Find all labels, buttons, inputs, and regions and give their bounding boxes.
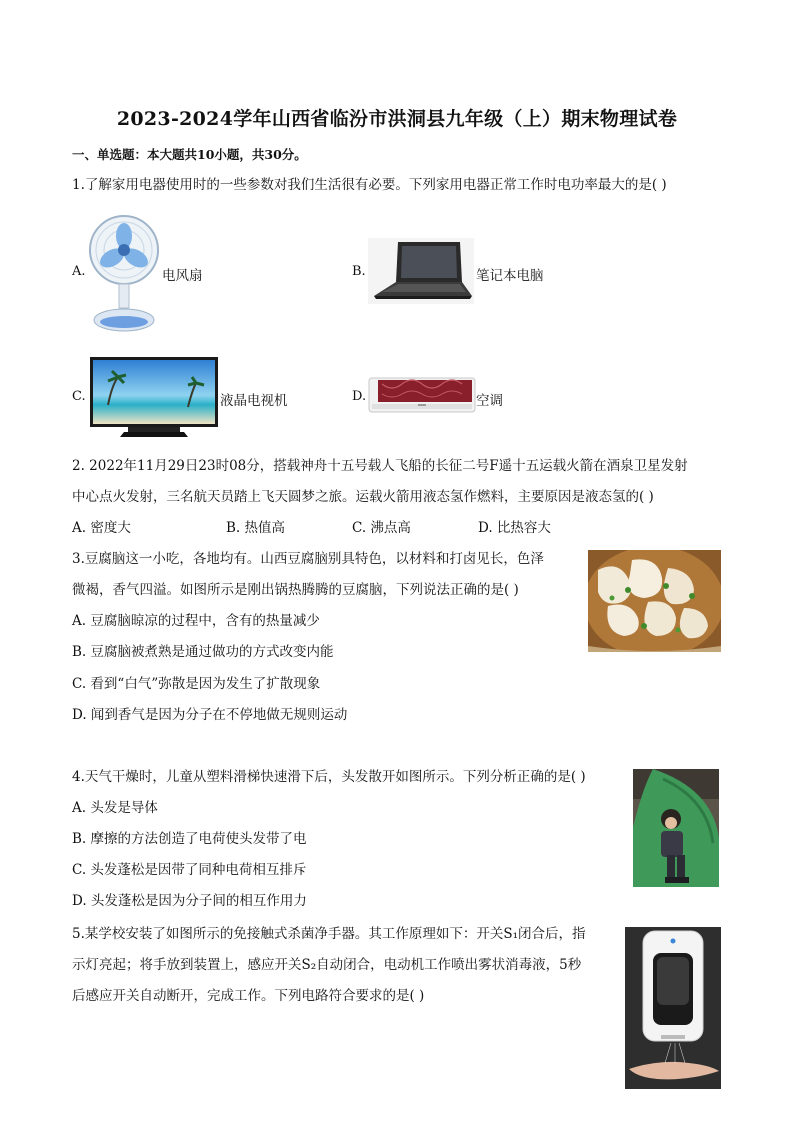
hand-sanitizer-dispenser-image xyxy=(625,927,721,1089)
q1-option-b-label: B. xyxy=(352,264,366,279)
question-1-stem: 1.了解家用电器使用时的一些参数对我们生活很有必要。下列家用电器正常工作时电功率最大的是( ) xyxy=(72,177,667,193)
question-3-line-2: 微褐，香气四溢。如图所示是刚出锅热腾腾的豆腐脑，下列说法正确的是( ) xyxy=(72,582,519,598)
q4-option-c: C. 头发蓬松是因带了同种电荷相互排斥 xyxy=(72,862,307,878)
q3-option-c: C. 看到“白气”弥散是因为发生了扩散现象 xyxy=(72,676,321,692)
question-5-line-3: 后感应开关自动断开，完成工作。下列电路符合要求的是( ) xyxy=(72,988,425,1004)
q4-option-b: B. 摩擦的方法创造了电荷使头发带了电 xyxy=(72,831,307,847)
q4-option-d: D. 头发蓬松是因为分子间的相互作用力 xyxy=(72,893,307,909)
question-2-line-2: 中心点火发射，三名航天员踏上飞天圆梦之旅。运载火箭用液态氢作燃料，主要原因是液态氢的( ) xyxy=(72,489,654,505)
q4-option-a: A. 头发是导体 xyxy=(72,800,158,816)
q3-option-d: D. 闻到香气是因为分子在不停地做无规则运动 xyxy=(72,707,348,723)
laptop-image xyxy=(368,238,474,304)
tofu-pudding-image xyxy=(588,550,721,652)
q1-option-b-text: 笔记本电脑 xyxy=(476,268,544,284)
question-5-line-2: 示灯亮起；将手放到装置上，感应开关S₂自动闭合，电动机工作喷出雾状消毒液，5秒 xyxy=(72,957,582,973)
child-slide-image xyxy=(633,769,719,887)
q1-option-d-label: D. xyxy=(352,389,367,404)
q2-option-d: D. 比热容大 xyxy=(478,520,551,536)
q3-option-b: B. 豆腐脑被煮熟是通过做功的方式改变内能 xyxy=(72,644,334,660)
q2-option-b: B. 热值高 xyxy=(226,520,286,536)
q1-option-d-text: 空调 xyxy=(476,393,503,409)
question-2-line-1: 2. 2022年11月29日23时08分，搭载神舟十五号载人飞船的长征二号F遥十五运载火箭在酒泉卫星发射 xyxy=(72,458,688,474)
q3-option-a: A. 豆腐脑晾凉的过程中，含有的热量减少 xyxy=(72,613,320,629)
q1-option-c-text: 液晶电视机 xyxy=(220,393,288,409)
section-heading: 一、单选题：本大题共10小题，共30分。 xyxy=(72,147,307,162)
question-4-stem: 4.天气干燥时，儿童从塑料滑梯快速滑下后，头发散开如图所示。下列分析正确的是( ) xyxy=(72,769,586,785)
q1-option-a-text: 电风扇 xyxy=(162,268,203,284)
q1-option-c-label: C. xyxy=(72,389,86,404)
q1-option-a-label: A. xyxy=(72,264,86,279)
fan-image xyxy=(88,208,160,334)
air-conditioner-image xyxy=(368,376,476,416)
page-title: 2023-2024学年山西省临汾市洪洞县九年级（上）期末物理试卷 xyxy=(116,108,678,130)
question-3-line-1: 3.豆腐脑这一小吃，各地均有。山西豆腐脑别具特色，以材料和打卤见长，色泽 xyxy=(72,551,544,567)
tv-image xyxy=(88,355,220,441)
q2-option-a: A. 密度大 xyxy=(72,520,131,536)
q2-option-c: C. 沸点高 xyxy=(352,520,411,536)
question-5-line-1: 5.某学校安装了如图所示的免接触式杀菌净手器。其工作原理如下：开关S₁闭合后，指 xyxy=(72,926,586,942)
